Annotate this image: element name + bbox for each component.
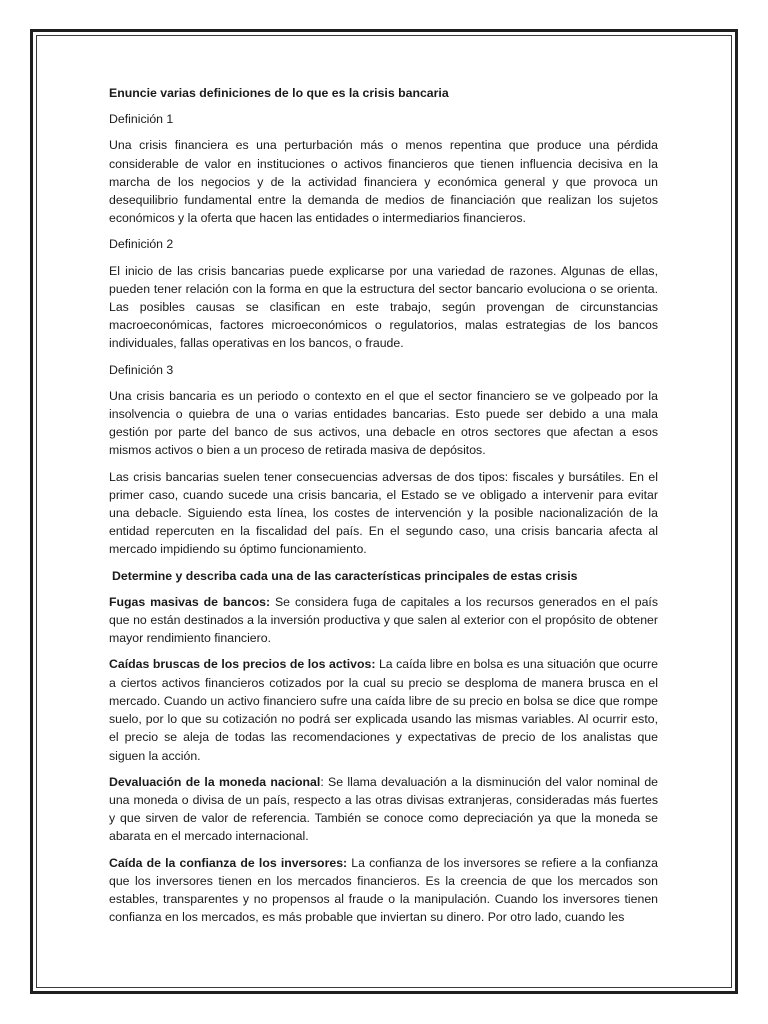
section-heading-definitions: Enuncie varias definiciones de lo que es la crisis bancaria: [109, 86, 449, 100]
definition-2-text: El inicio de las crisis bancarias puede explicarse por una variedad de razones. Algunas de ellas, pueden tener relación con la forma en que la estructura del sector bancario evoluciona o se orienta. Las posibles causas se clasifican en este trabajo, según provengan de circunstancias macroeconómicas, factores microeconómicos o regulatorios, malas estrategias de los bancos individuales, fallas operativas en los bancos, o fraude.: [109, 263, 658, 351]
characteristic-term: Caídas bruscas de los precios de los activos:: [109, 657, 376, 672]
characteristic-paragraph: [109, 773, 658, 846]
definition-2-title: Definición 2: [109, 237, 174, 252]
definition-1-text: Una crisis financiera es una perturbación más o menos repentina que produce una pérdida considerable de valor en instituciones o activos financieros que tienen influencia decisiva en la marcha de los negocios y de la actividad financiera y económica general y que provoca un desequilibrio fundamental entre la demanda de medios de financiación que realizan los sujetos económicos y la oferta que hacen las entidades o intermediarios financieros.: [109, 138, 658, 226]
characteristic-term: Caída de la confianza de los inversores:: [109, 855, 348, 870]
characteristic-text: La confianza de los inversores se refiere a la confianza que los inversores tienen en los mercados financieros. Es la creencia de que los mercados son estables, transparentes y no propensos al fraude o la manipulación. Cuando los inversores tienen confianza en los mercados, es más probable que inviertan su dinero. Por otro lado, cuando les: [109, 855, 658, 925]
section-heading-characteristics: Determine y describa cada una de las características principales de estas crisis: [112, 568, 578, 583]
characteristic-text: Se considera fuga de capitales a los recursos generados en el país que no están destinados a la inversión productiva y que salen al exterior con el propósito de obtener mayor rendimiento financiero.: [109, 594, 658, 646]
definition-1-title: Definición 1: [109, 112, 174, 127]
characteristic-paragraph: [109, 593, 658, 648]
characteristic-term: Fugas masivas de bancos:: [109, 594, 271, 609]
characteristic-text: La caída libre en bolsa es una situación que ocurre a ciertos activos financieros cotizados por la cual su precio se desploma de manera brusca en el mercado. Cuando un activo financiero sufre una caída libre de su precio en bolsa se dice que rompe suelo, por lo que su cotización no podrá ser explicada usando las mismas variables. Al ocurrir esto, el precio se aleja de todas las recomendaciones y expectativas de precio de los analistas que siguen la acción.: [109, 657, 658, 763]
consequences-paragraph: Las crisis bancarias suelen tener consecuencias adversas de dos tipos: fiscales y bursátiles. En el primer caso, cuando sucede una crisis bancaria, el Estado se ve obligado a intervenir para evitar una debacle. Siguiendo esta línea, los costes de intervención y la posible nacionalización de la entidad repercuten en la fiscalidad del país. En el segundo caso, una crisis bancaria afecta al mercado impidiendo su óptimo funcionamiento.: [109, 469, 658, 557]
characteristic-text: : Se llama devaluación a la disminución del valor nominal de una moneda o divisa de un país, respecto a las otras divisas extranjeras, consideradas más fuertes y que sirven de valor de referencia. También se conoce como depreciación ya que la moneda se abarata en el mercado internacional.: [109, 774, 658, 844]
definition-3-text: Una crisis bancaria es un periodo o contexto en el que el sector financiero se ve golpeado por la insolvencia o quiebra de una o varias entidades bancarias. Esto puede ser debido a una mala gestión por parte del banco de sus activos, una debacle en otros sectores que afectan a esos mismos activos o bien a un proceso de retirada masiva de depósitos.: [109, 388, 658, 458]
characteristic-paragraph: [109, 655, 658, 764]
document-body: [109, 84, 658, 934]
characteristic-term: Devaluación de la moneda nacional: [109, 774, 321, 789]
characteristic-paragraph: [109, 854, 658, 927]
definition-3-title: Definición 3: [109, 362, 174, 377]
